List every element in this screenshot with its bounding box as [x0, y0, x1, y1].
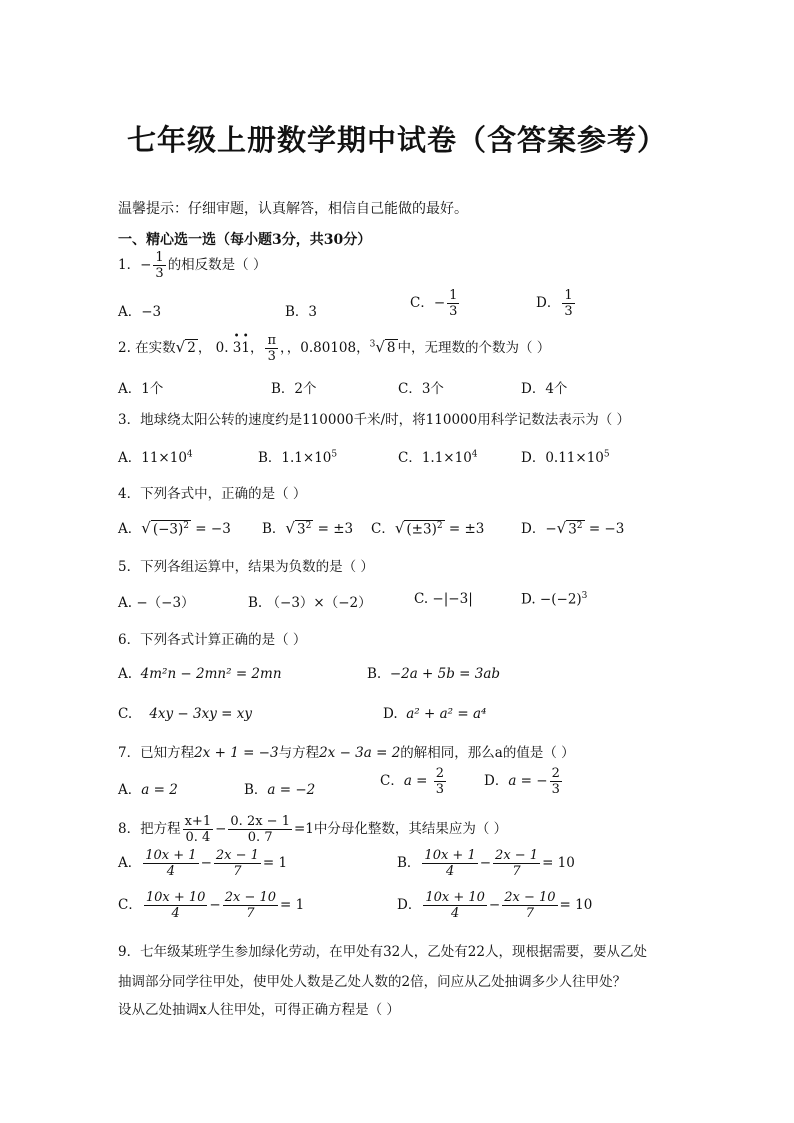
q2-option-c: C．3个	[398, 381, 444, 397]
q4-option-d: D．−√ $3^2 = -3$	[521, 519, 625, 537]
question-7: 7．已知方程2x + 1 = −3与方程2x − 3a = 2的解相同，那么a的值是（ ）	[118, 745, 575, 761]
q2-option-b: B．2个	[271, 381, 317, 397]
q1-option-d: D． $\frac{1}{3}$	[536, 288, 573, 319]
q4-option-b: B．√ $3^2 = \pm 3$	[262, 519, 354, 537]
q4-option-c: C．√ $(\pm 3)^2 = \pm 3$	[371, 519, 485, 537]
tip-text: 温馨提示：仔细审题，认真解答，相信自己能做的最好。	[118, 201, 468, 217]
q7-option-a: A．a = 2	[118, 782, 178, 798]
question-9-line-1: 9．七年级某班学生参加绿化劳动，在甲处有32人，乙处有22人，现根据需要，要从乙处	[118, 944, 647, 960]
q7-option-c: C．a = $\frac{2}{3}$	[380, 766, 445, 797]
q8-option-d: D． $\frac{10x + 10}{4}$ − $\frac{2x - 10}{7}$ = 10	[397, 890, 593, 921]
q6-option-c: C. 4xy − 3xy = xy	[118, 706, 252, 722]
q2-option-d: D．4个	[521, 381, 568, 397]
question-9-line-3: 设从乙处抽调x人往甲处，可得正确方程是（ ）	[118, 1002, 400, 1018]
q4-option-a: A．√ $(-3)^2 = -3$	[118, 519, 231, 537]
question-9-line-2: 抽调部分同学往甲处，使甲处人数是乙处人数的2倍，问应从乙处抽调多少人往甲处？	[118, 974, 627, 990]
question-8: 8．把方程 $\frac{x+1}{0. 4}$ − $\frac{0. 2x - 1}{0. 7}$ =1中分母化整数，其结果应为（ ）	[118, 814, 508, 845]
q5-option-d: D. $-(-2)^3$	[521, 591, 588, 608]
q6-option-b: B. −2a + 5b = 3ab	[367, 666, 501, 682]
q3-option-c: C．$1.1\times 10^4$	[398, 449, 478, 466]
q8-option-b: B． $\frac{10x + 1}{4}$ − $\frac{2x - 1}{7}$ = 10	[397, 848, 575, 879]
q3-option-b: B．$1.1\times 10^5$	[258, 449, 338, 466]
question-4: 4．下列各式中，正确的是（ ）	[118, 486, 307, 502]
q5-option-b: B. （−3）×（−2）	[248, 595, 372, 611]
page-title: 七年级上册数学期中试卷（含答案参考）	[126, 123, 667, 157]
q2-option-a: A．1个	[118, 381, 164, 397]
question-6: 6．下列各式计算正确的是（ ）	[118, 632, 307, 648]
question-5: 5．下列各组运算中，结果为负数的是（ ）	[118, 559, 374, 575]
q8-option-a: A． $\frac{10x + 1}{4}$ − $\frac{2x - 1}{7}$ = 1	[118, 848, 288, 879]
q8-option-c: C． $\frac{10x + 10}{4}$ − $\frac{2x - 10}{7}$ = 1	[118, 890, 305, 921]
q1-option-c: C．− $\frac{1}{3}$	[410, 288, 458, 319]
question-3: 3．地球绕太阳公转的速度约是110000千米/时，将110000用科学记数法表示为（ ）	[118, 412, 630, 428]
q3-option-d: D．$0.11\times 10^5$	[521, 449, 610, 466]
q1-option-b: B．3	[285, 304, 318, 320]
q1-option-a: A．−3	[118, 304, 162, 320]
q7-option-d: D．a = − $\frac{2}{3}$	[484, 766, 560, 797]
q5-option-c: C. −|−3|	[414, 591, 473, 607]
q7-option-b: B．a = −2	[244, 782, 316, 798]
question-2: 2. 在实数√ 2 ， 0. 31 • • ， $\frac{\pi}{3}$ ，，0.80108，$^3$√ 8 中，无理数的个数为（ ）	[118, 331, 551, 364]
q3-option-a: A．$11\times 10^4$	[118, 449, 193, 466]
section-heading: 一、精心选一选（每小题3分，共30分）	[118, 232, 372, 248]
q5-option-a: A. −（−3）	[118, 595, 195, 611]
q6-option-a: A. 4m²n − 2mn² = 2mn	[118, 666, 282, 682]
question-1: 1．− $\frac{1}{3}$ 的相反数是（ ）	[118, 250, 267, 281]
q6-option-d: D. a² + a² = a⁴	[383, 706, 487, 722]
